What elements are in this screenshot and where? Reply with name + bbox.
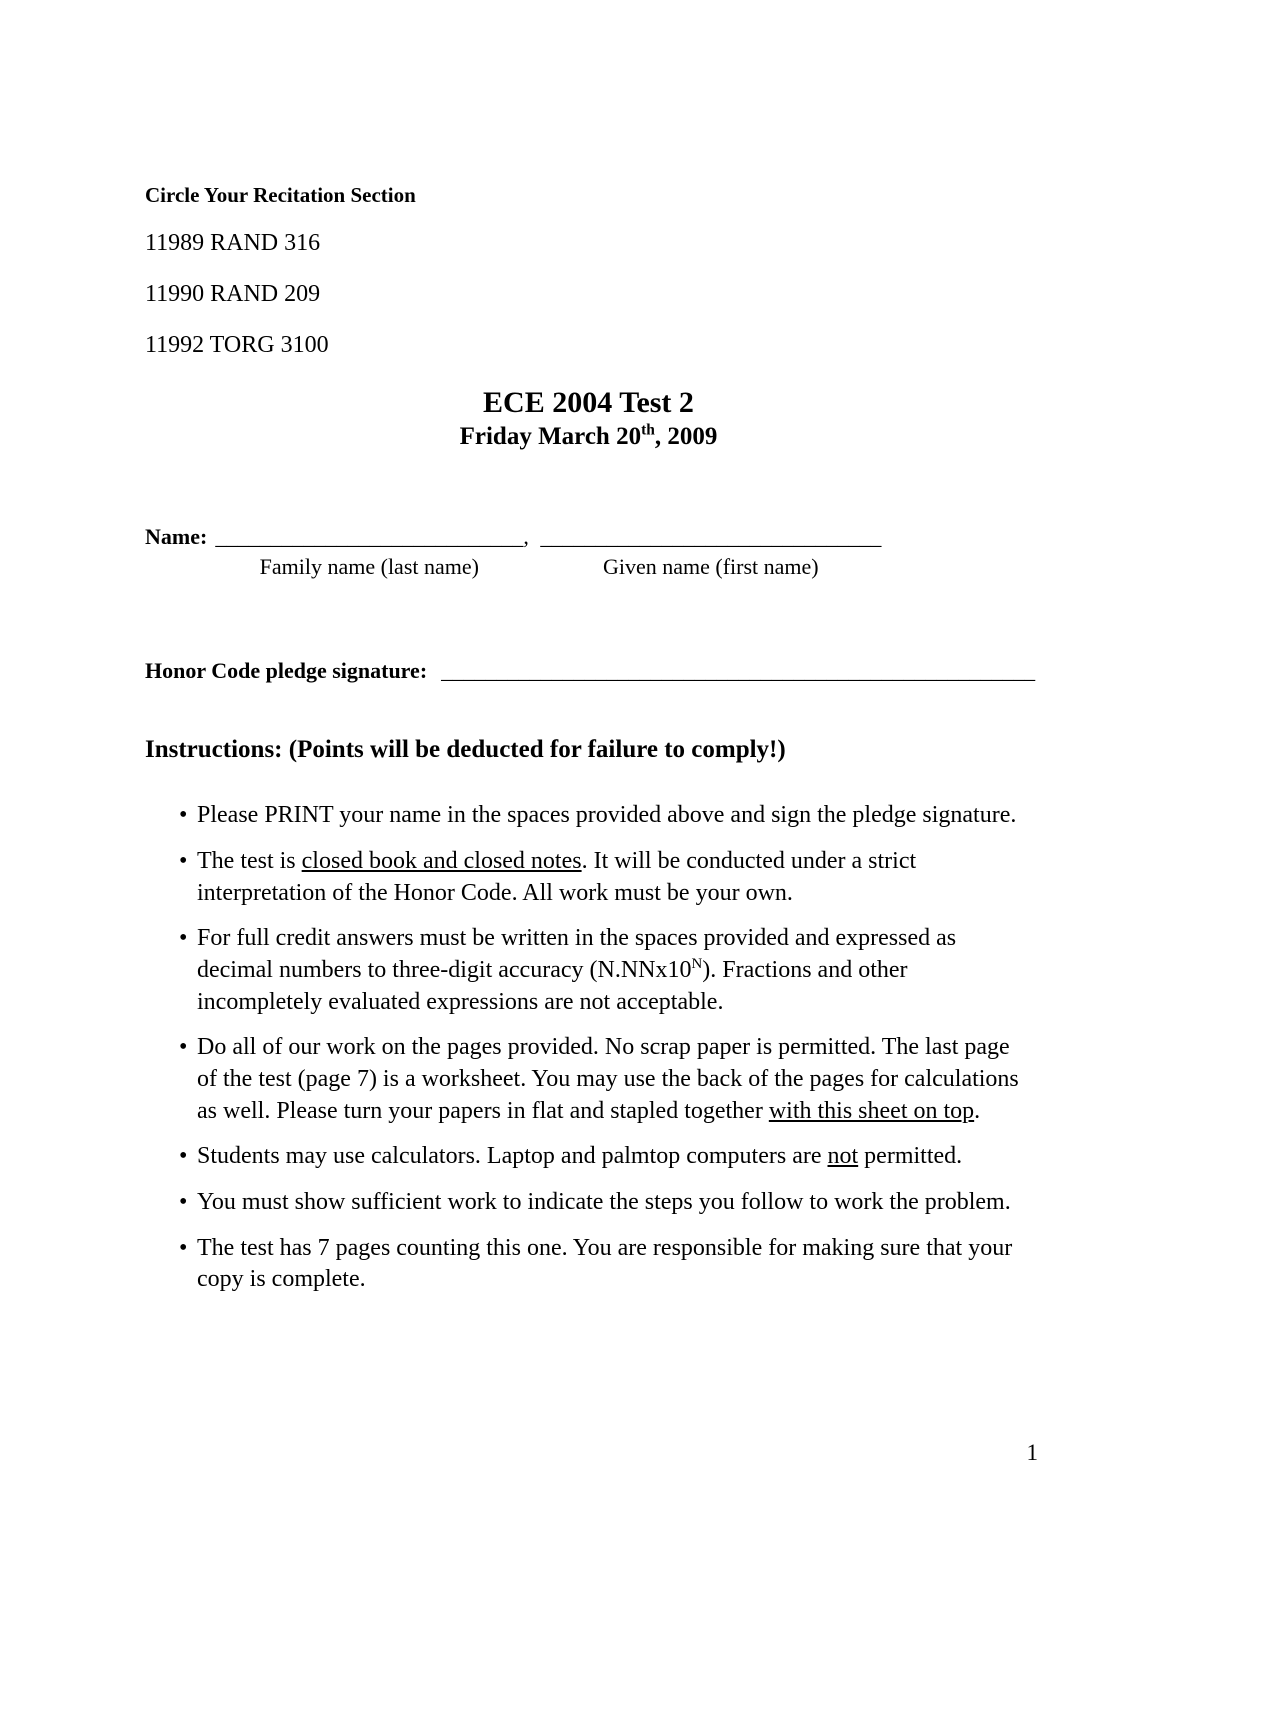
instruction-item-1 [145,800,1032,832]
bullet-icon: • [179,1143,188,1170]
bullet-icon: • [179,802,188,829]
instruction-item-4 [145,1032,1032,1127]
instruction-text: Do all of our work on the pages provided. No scrap paper is permitted. The last page of the test (page 7) is a worksheet. You may use the back of the pages for calculations as well. Please turn your papers in flat and stapled together with this sheet on top. [197,1034,1019,1124]
family-name-blank: ____________________________ [215,524,524,550]
pledge-row [145,658,1036,684]
instruction-text: The test is closed book and closed notes. It will be conducted under a strict interpretation of the Honor Code. All work must be your own. [197,847,917,906]
recitation-heading: Circle Your Recitation Section [145,183,416,207]
recitation-option-3: 11992 TORG 3100 [145,332,329,358]
instructions-heading: Instructions: (Points will be deducted for failure to comply!) [145,736,786,764]
given-name-field [540,524,881,580]
test-title: ECE 2004 Test 2 [483,386,694,419]
instruction-text: Students may use calculators. Laptop and palmtop computers are not permitted. [197,1143,963,1170]
given-name-caption: Given name (first name) [602,554,819,580]
instruction-list [145,800,1032,1296]
page-number: 1 [1026,1440,1038,1465]
pledge-label: Honor Code pledge signature: [145,658,428,684]
bullet-icon: • [179,925,188,952]
instruction-item-5 [145,1141,1032,1173]
family-name-caption: Family name (last name) [259,554,479,580]
name-row [145,524,1032,580]
recitation-option-1: 11989 RAND 316 [145,230,321,256]
instruction-text: You must show sufficient work to indicate the steps you follow to work the problem. [197,1188,1011,1215]
bullet-icon: • [179,847,188,874]
title-block [145,385,1032,452]
instruction-text: Please PRINT your name in the spaces provided above and sign the pledge signature. [197,802,1017,829]
recitation-option-2: 11990 RAND 209 [145,281,321,307]
instruction-item-2 [145,846,1032,909]
test-date: Friday March 20th, 2009 [459,421,718,450]
instruction-item-3 [145,923,1032,1018]
name-separator: , [523,524,529,550]
instruction-item-7 [145,1233,1032,1296]
instruction-text: For full credit answers must be written in the spaces provided and expressed as decimal numbers to three-digit accuracy $(N.NNx10^N)$. Fractions and other incompletely evaluated expressions are not acceptable. [197,925,957,1015]
bullet-icon: • [179,1234,188,1261]
instruction-text: The test has 7 pages counting this one. You are responsible for making sure that your copy is complete. [197,1234,1013,1293]
pledge-signature-blank: ______________________________________________________ [441,658,1036,684]
bullet-icon: • [179,1188,188,1215]
family-name-field [215,524,523,580]
name-label: Name: [145,524,208,550]
given-name-blank: _______________________________ [540,524,882,550]
instruction-item-6 [145,1187,1032,1219]
bullet-icon: • [179,1034,188,1061]
